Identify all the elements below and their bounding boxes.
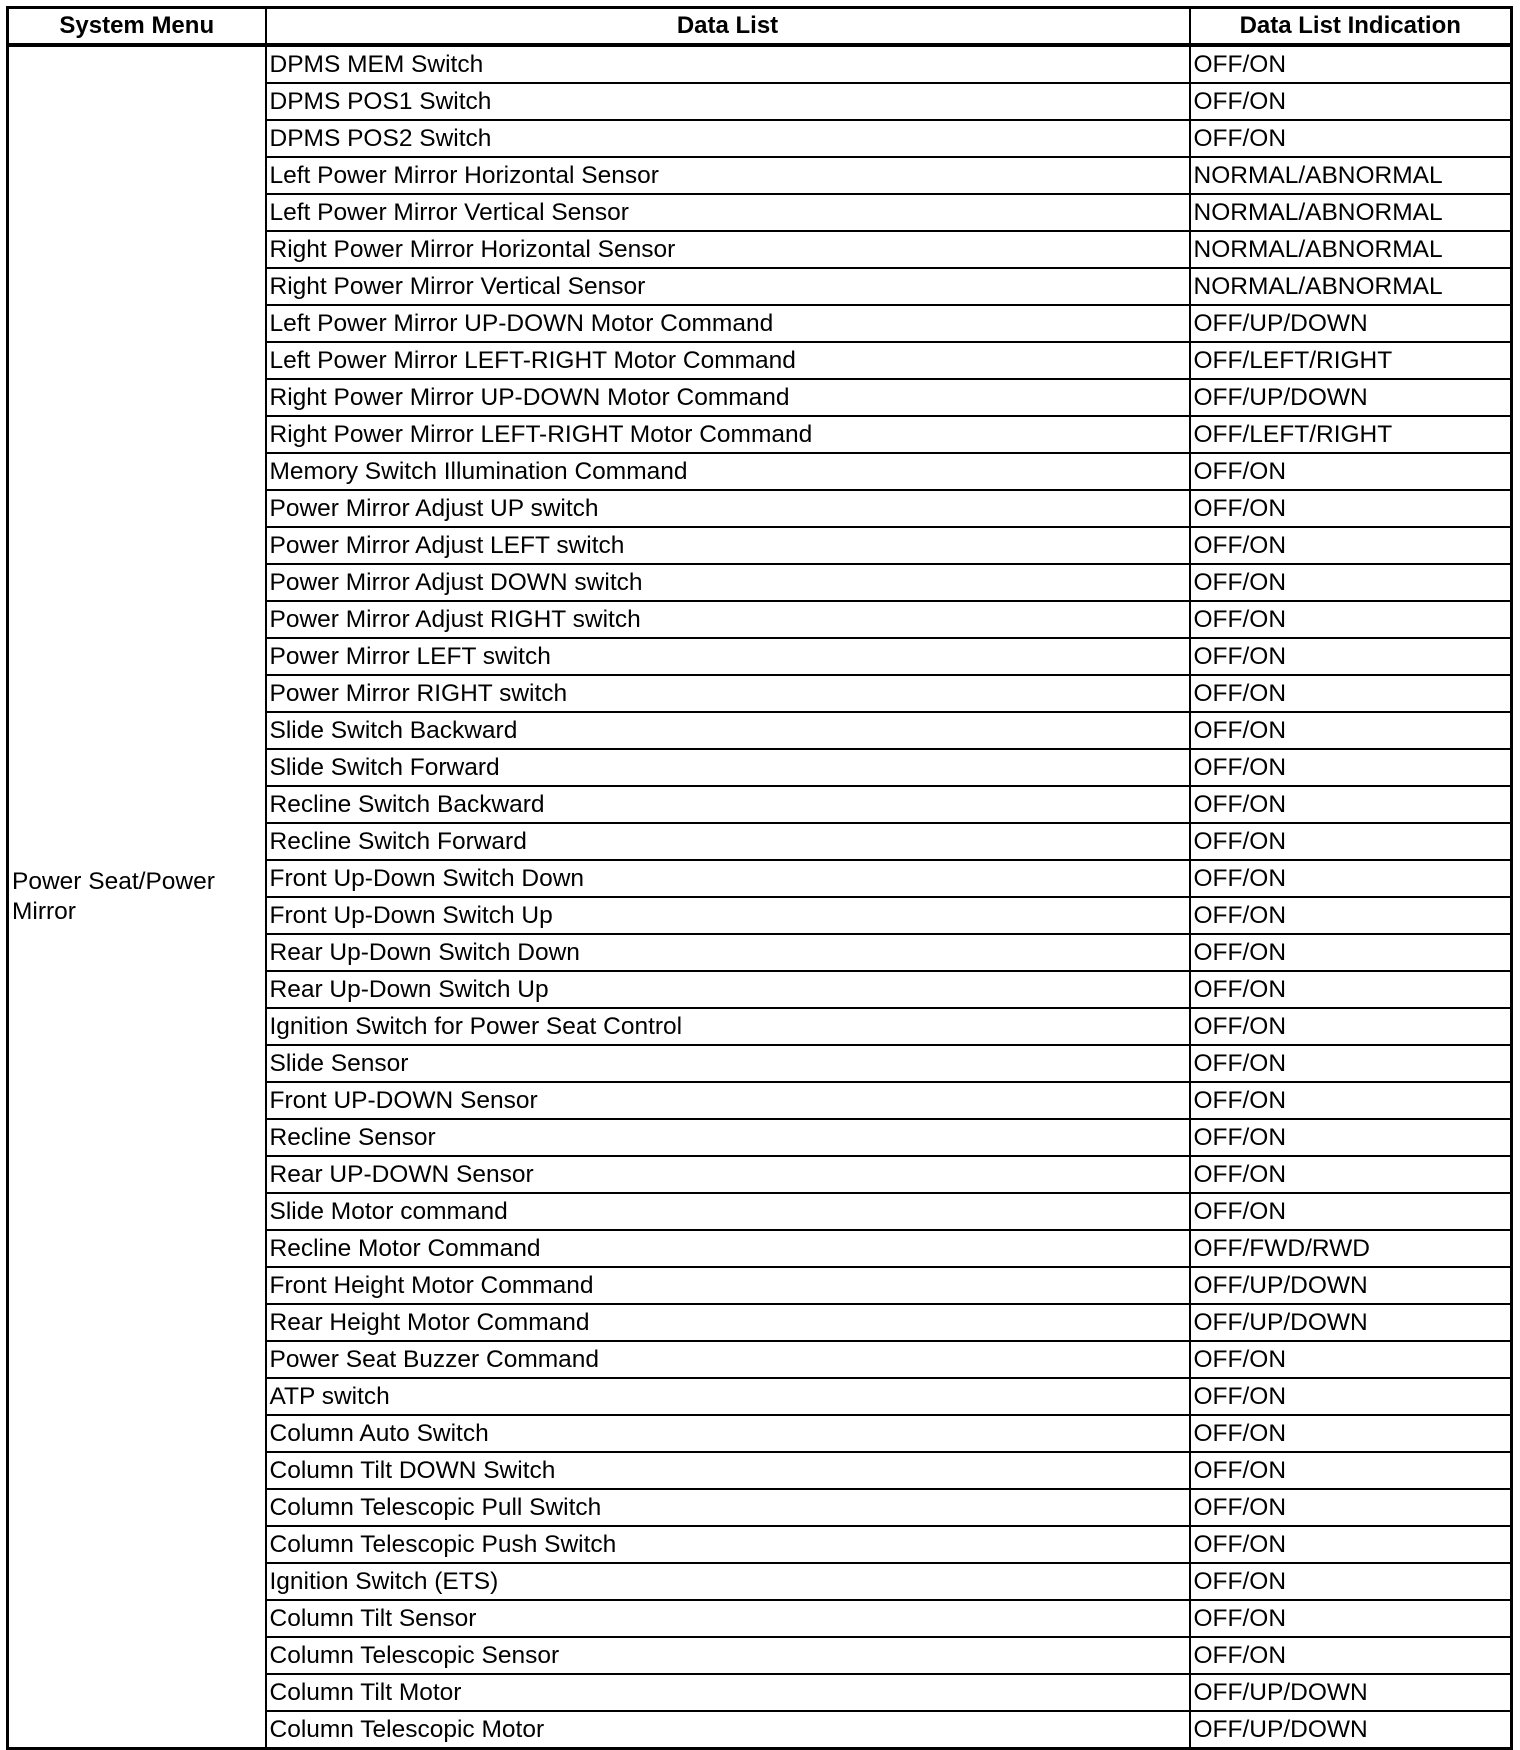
- data-list-item: Power Mirror LEFT switch: [266, 638, 1190, 675]
- data-list-indication: NORMAL/ABNORMAL: [1190, 268, 1512, 305]
- data-list-item: Left Power Mirror Horizontal Sensor: [266, 157, 1190, 194]
- data-list-indication: OFF/ON: [1190, 490, 1512, 527]
- data-list-item: Power Mirror Adjust LEFT switch: [266, 527, 1190, 564]
- data-list-item: Slide Switch Backward: [266, 712, 1190, 749]
- data-list-item: Column Telescopic Push Switch: [266, 1526, 1190, 1563]
- data-list-item: Column Tilt DOWN Switch: [266, 1452, 1190, 1489]
- data-list-indication: OFF/ON: [1190, 934, 1512, 971]
- header-data-list: Data List: [266, 8, 1190, 46]
- data-list-indication: OFF/ON: [1190, 1452, 1512, 1489]
- data-list-indication: OFF/ON: [1190, 1489, 1512, 1526]
- data-list-item: Power Mirror Adjust UP switch: [266, 490, 1190, 527]
- data-list-indication: OFF/ON: [1190, 749, 1512, 786]
- table-body: [8, 45, 1512, 1749]
- data-list-indication: OFF/ON: [1190, 1045, 1512, 1082]
- data-list-indication: OFF/ON: [1190, 860, 1512, 897]
- data-list-indication: OFF/ON: [1190, 527, 1512, 564]
- data-list-item: Recline Switch Forward: [266, 823, 1190, 860]
- data-list-table: [6, 6, 1513, 1750]
- data-list-indication: OFF/ON: [1190, 1008, 1512, 1045]
- data-list-indication: OFF/ON: [1190, 1637, 1512, 1674]
- data-list-item: Rear Up-Down Switch Down: [266, 934, 1190, 971]
- data-list-item: Slide Motor command: [266, 1193, 1190, 1230]
- data-list-item: Power Mirror Adjust DOWN switch: [266, 564, 1190, 601]
- data-list-indication: OFF/ON: [1190, 823, 1512, 860]
- data-list-indication: OFF/ON: [1190, 1156, 1512, 1193]
- data-list-indication: OFF/ON: [1190, 712, 1512, 749]
- data-list-item: Front Up-Down Switch Down: [266, 860, 1190, 897]
- data-list-indication: OFF/ON: [1190, 120, 1512, 157]
- data-list-item: Column Telescopic Motor: [266, 1711, 1190, 1749]
- data-list-item: Right Power Mirror Horizontal Sensor: [266, 231, 1190, 268]
- system-menu-cell: Power Seat/Power Mirror: [8, 45, 266, 1749]
- data-list-item: Memory Switch Illumination Command: [266, 453, 1190, 490]
- table-row: [8, 45, 1512, 83]
- data-list-indication: OFF/ON: [1190, 1082, 1512, 1119]
- data-list-indication: OFF/ON: [1190, 83, 1512, 120]
- data-list-item: Left Power Mirror LEFT-RIGHT Motor Command: [266, 342, 1190, 379]
- data-list-indication: OFF/ON: [1190, 45, 1512, 83]
- data-list-indication: OFF/FWD/RWD: [1190, 1230, 1512, 1267]
- data-list-indication: OFF/ON: [1190, 601, 1512, 638]
- data-list-indication: OFF/ON: [1190, 971, 1512, 1008]
- data-list-indication: OFF/ON: [1190, 1341, 1512, 1378]
- data-list-item: Power Mirror Adjust RIGHT switch: [266, 601, 1190, 638]
- data-list-indication: OFF/UP/DOWN: [1190, 305, 1512, 342]
- data-list-item: Ignition Switch for Power Seat Control: [266, 1008, 1190, 1045]
- data-list-item: Right Power Mirror UP-DOWN Motor Command: [266, 379, 1190, 416]
- data-list-item: Column Telescopic Sensor: [266, 1637, 1190, 1674]
- data-list-indication: OFF/ON: [1190, 1526, 1512, 1563]
- data-list-indication: OFF/LEFT/RIGHT: [1190, 342, 1512, 379]
- data-list-indication: OFF/ON: [1190, 675, 1512, 712]
- data-list-item: Right Power Mirror LEFT-RIGHT Motor Command: [266, 416, 1190, 453]
- data-list-indication: OFF/ON: [1190, 1563, 1512, 1600]
- data-list-indication: OFF/UP/DOWN: [1190, 1711, 1512, 1749]
- header-system-menu: System Menu: [8, 8, 266, 46]
- data-list-item: DPMS POS1 Switch: [266, 83, 1190, 120]
- data-list-indication: OFF/ON: [1190, 638, 1512, 675]
- data-list-indication: OFF/ON: [1190, 453, 1512, 490]
- data-list-item: Front UP-DOWN Sensor: [266, 1082, 1190, 1119]
- data-list-item: Slide Sensor: [266, 1045, 1190, 1082]
- data-list-indication: OFF/ON: [1190, 786, 1512, 823]
- data-list-indication: OFF/ON: [1190, 897, 1512, 934]
- header-data-list-indication: Data List Indication: [1190, 8, 1512, 46]
- data-list-indication: OFF/UP/DOWN: [1190, 1304, 1512, 1341]
- data-list-item: Power Mirror RIGHT switch: [266, 675, 1190, 712]
- data-list-item: Rear Up-Down Switch Up: [266, 971, 1190, 1008]
- data-list-item: Ignition Switch (ETS): [266, 1563, 1190, 1600]
- data-list-item: Left Power Mirror Vertical Sensor: [266, 194, 1190, 231]
- data-list-item: Recline Switch Backward: [266, 786, 1190, 823]
- data-list-item: ATP switch: [266, 1378, 1190, 1415]
- header-row: [8, 8, 1512, 46]
- data-list-item: Column Telescopic Pull Switch: [266, 1489, 1190, 1526]
- data-list-item: Recline Sensor: [266, 1119, 1190, 1156]
- data-list-item: Left Power Mirror UP-DOWN Motor Command: [266, 305, 1190, 342]
- data-list-indication: NORMAL/ABNORMAL: [1190, 231, 1512, 268]
- data-list-item: Slide Switch Forward: [266, 749, 1190, 786]
- data-list-item: Column Tilt Sensor: [266, 1600, 1190, 1637]
- data-list-indication: OFF/ON: [1190, 1600, 1512, 1637]
- data-list-indication: OFF/UP/DOWN: [1190, 1267, 1512, 1304]
- data-list-indication: OFF/UP/DOWN: [1190, 379, 1512, 416]
- data-list-item: DPMS POS2 Switch: [266, 120, 1190, 157]
- data-list-indication: OFF/ON: [1190, 1119, 1512, 1156]
- data-list-item: Rear Height Motor Command: [266, 1304, 1190, 1341]
- data-list-indication: NORMAL/ABNORMAL: [1190, 194, 1512, 231]
- data-list-item: DPMS MEM Switch: [266, 45, 1190, 83]
- data-list-item: Front Up-Down Switch Up: [266, 897, 1190, 934]
- data-list-item: Front Height Motor Command: [266, 1267, 1190, 1304]
- data-list-indication: NORMAL/ABNORMAL: [1190, 157, 1512, 194]
- data-list-indication: OFF/ON: [1190, 564, 1512, 601]
- data-list-item: Column Auto Switch: [266, 1415, 1190, 1452]
- data-list-indication: OFF/ON: [1190, 1378, 1512, 1415]
- data-list-indication: OFF/LEFT/RIGHT: [1190, 416, 1512, 453]
- data-list-indication: OFF/ON: [1190, 1193, 1512, 1230]
- data-list-item: Recline Motor Command: [266, 1230, 1190, 1267]
- data-list-item: Rear UP-DOWN Sensor: [266, 1156, 1190, 1193]
- data-list-indication: OFF/ON: [1190, 1415, 1512, 1452]
- data-list-item: Power Seat Buzzer Command: [266, 1341, 1190, 1378]
- data-list-item: Column Tilt Motor: [266, 1674, 1190, 1711]
- data-list-item: Right Power Mirror Vertical Sensor: [266, 268, 1190, 305]
- data-list-indication: OFF/UP/DOWN: [1190, 1674, 1512, 1711]
